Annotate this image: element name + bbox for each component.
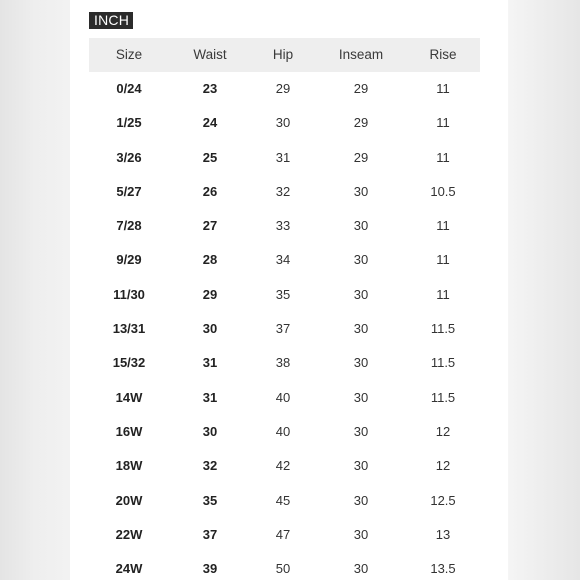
- table-row: [89, 415, 480, 449]
- rise-cell: 11.5: [430, 321, 456, 337]
- size-cell: 7/28: [116, 218, 142, 234]
- header-waist: Waist: [193, 47, 227, 62]
- hip-cell: 34: [275, 252, 291, 268]
- hip-cell: 38: [275, 355, 291, 371]
- hip-cell: 33: [275, 218, 291, 234]
- table-row: [89, 449, 480, 483]
- hip-cell: 42: [275, 458, 291, 474]
- inseam-cell: 30: [353, 355, 369, 371]
- rise-cell: 12.5: [430, 492, 456, 508]
- hip-cell: 35: [275, 286, 291, 302]
- table-row: [89, 381, 480, 415]
- header-rise: Rise: [429, 47, 457, 62]
- table-header-row: [89, 38, 480, 72]
- header-size: Size: [115, 47, 143, 62]
- unit-label-badge: INCH: [89, 12, 133, 29]
- hip-cell: 37: [275, 321, 291, 337]
- table-row: [89, 278, 480, 312]
- rise-cell: 10.5: [430, 183, 456, 199]
- table-row: [89, 243, 480, 277]
- header-hip: Hip: [272, 47, 294, 62]
- hip-cell: 47: [275, 526, 291, 542]
- size-cell: 1/25: [116, 115, 142, 131]
- inseam-cell: 30: [353, 492, 369, 508]
- inseam-cell: 30: [353, 389, 369, 405]
- hip-cell: 32: [275, 183, 291, 199]
- size-cell: 24W: [115, 561, 143, 577]
- waist-cell: 39: [202, 561, 218, 577]
- rise-cell: 11.5: [430, 389, 456, 405]
- waist-cell: 35: [202, 492, 218, 508]
- size-cell: 13/31: [112, 321, 146, 337]
- inseam-cell: 30: [353, 218, 369, 234]
- size-table-body: [89, 72, 480, 580]
- inseam-cell: 30: [353, 286, 369, 302]
- rise-cell: 11: [436, 81, 450, 96]
- size-cell: 16W: [115, 423, 143, 439]
- rise-cell: 11: [436, 252, 450, 268]
- size-cell: 3/26: [116, 149, 142, 165]
- size-cell: 14W: [115, 389, 143, 405]
- inseam-cell: 29: [353, 81, 369, 96]
- size-cell: 5/27: [116, 183, 142, 199]
- rise-cell: 12: [435, 423, 451, 439]
- hip-cell: 31: [275, 149, 291, 165]
- size-cell: 9/29: [116, 252, 142, 268]
- waist-cell: 30: [202, 423, 218, 439]
- table-row: [89, 141, 480, 175]
- hip-cell: 40: [275, 389, 291, 405]
- waist-cell: 28: [202, 252, 218, 268]
- rise-cell: 13: [435, 526, 451, 542]
- waist-cell: 27: [202, 218, 218, 234]
- waist-cell: 32: [202, 458, 218, 474]
- size-cell: 22W: [115, 526, 143, 542]
- inseam-cell: 30: [353, 526, 369, 542]
- hip-cell: 50: [275, 561, 291, 577]
- waist-cell: 30: [202, 321, 218, 337]
- table-row: [89, 552, 480, 580]
- rise-cell: 11: [436, 115, 450, 131]
- size-cell: 18W: [115, 458, 143, 474]
- rise-cell: 11: [436, 286, 450, 302]
- inseam-cell: 29: [353, 115, 369, 131]
- size-cell: 15/32: [112, 355, 146, 371]
- hip-cell: 30: [275, 115, 291, 131]
- inseam-cell: 30: [353, 561, 369, 577]
- rise-cell: 11: [436, 149, 450, 165]
- waist-cell: 37: [202, 526, 218, 542]
- waist-cell: 25: [202, 149, 218, 165]
- hip-cell: 40: [275, 423, 291, 439]
- table-row: [89, 346, 480, 380]
- inseam-cell: 30: [353, 183, 369, 199]
- rise-cell: 13.5: [430, 561, 456, 577]
- table-row: [89, 72, 480, 106]
- inseam-cell: 29: [353, 149, 369, 165]
- waist-cell: 24: [202, 115, 218, 131]
- waist-cell: 29: [202, 286, 218, 302]
- waist-cell: 23: [202, 81, 218, 96]
- size-cell: 20W: [115, 492, 143, 508]
- inseam-cell: 30: [353, 458, 369, 474]
- table-row: [89, 175, 480, 209]
- rise-cell: 11.5: [430, 355, 456, 371]
- hip-cell: 45: [275, 492, 291, 508]
- inseam-cell: 30: [353, 423, 369, 439]
- size-cell: 11/30: [113, 286, 145, 302]
- size-cell: 0/24: [116, 81, 142, 96]
- hip-cell: 29: [275, 81, 291, 96]
- rise-cell: 12: [435, 458, 451, 474]
- table-row: [89, 518, 480, 552]
- table-row: [89, 484, 480, 518]
- rise-cell: 11: [436, 218, 450, 234]
- table-row: [89, 209, 480, 243]
- waist-cell: 31: [202, 355, 218, 371]
- waist-cell: 26: [202, 183, 218, 199]
- header-inseam: Inseam: [338, 47, 384, 62]
- inseam-cell: 30: [353, 252, 369, 268]
- table-row: [89, 106, 480, 140]
- inseam-cell: 30: [353, 321, 369, 337]
- table-row: [89, 312, 480, 346]
- waist-cell: 31: [202, 389, 218, 405]
